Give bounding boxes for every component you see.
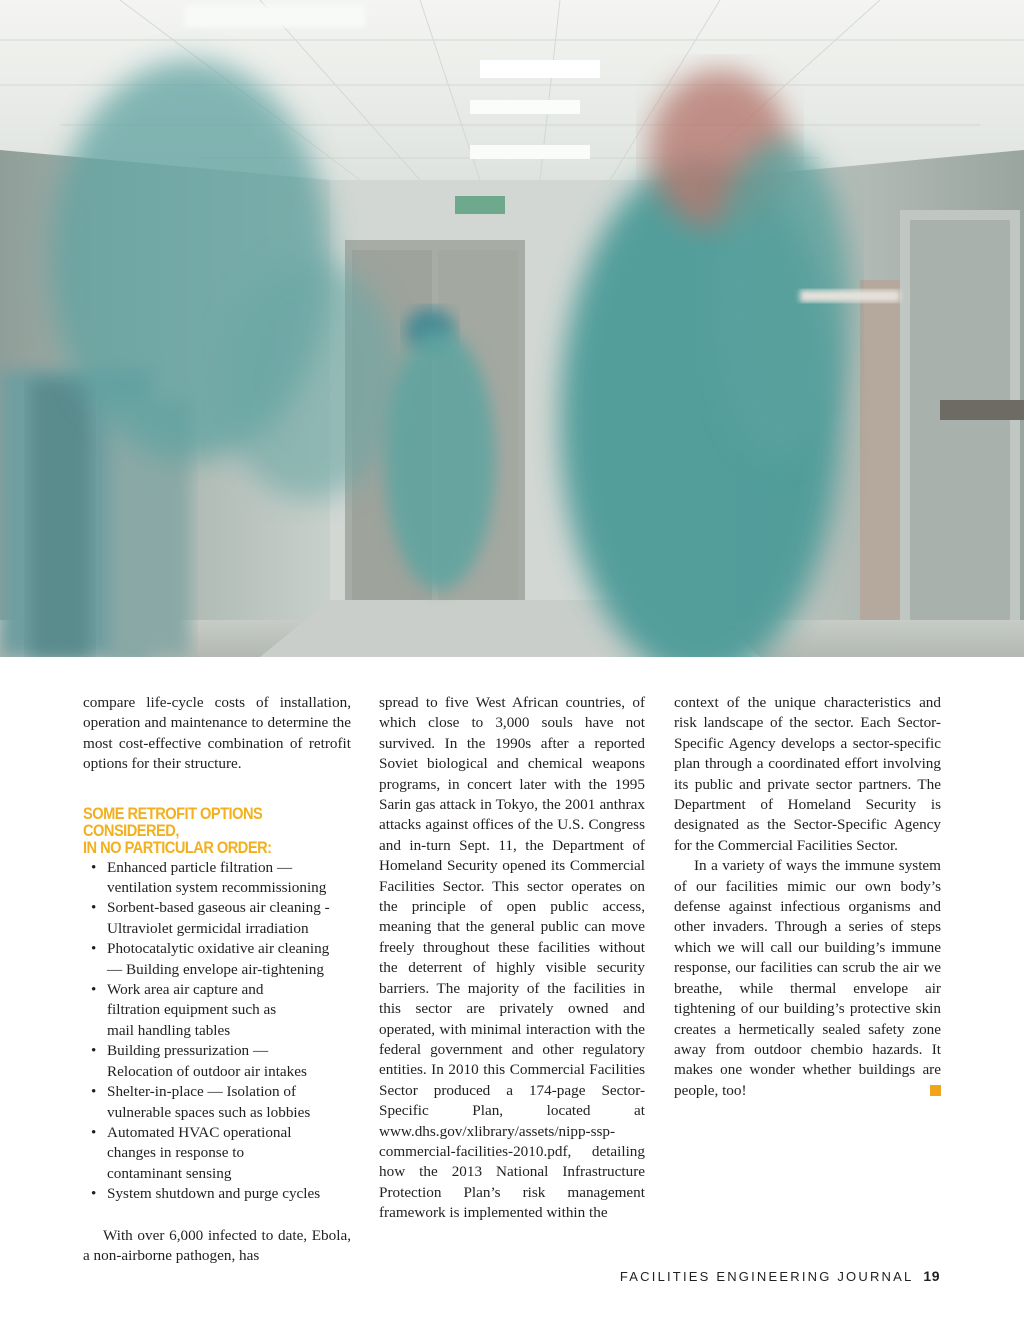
column1-paragraph-1: compare life-cycle costs of installation, operation and maintenance to determine the most cost-effective combination of retrofit options for their structure.: [83, 694, 351, 773]
bullet-icon: •: [91, 1042, 97, 1060]
retrofit-option-line: ventilation system recommissioning: [107, 879, 327, 897]
retrofit-option-line: vulnerable spaces such as lobbies: [107, 1103, 311, 1121]
retrofit-option-line: mail handling tables: [107, 1021, 231, 1039]
retrofit-option-line: Work area air capture and: [107, 981, 264, 999]
retrofit-option-line: System shutdown and purge cycles: [107, 1185, 321, 1203]
retrofit-option-item: [83, 939, 351, 980]
bullet-icon: •: [91, 899, 97, 917]
retrofit-option-line: Shelter-in-place — Isolation of: [107, 1083, 297, 1101]
end-of-article-icon: [930, 1085, 941, 1096]
retrofit-option-line: Automated HVAC operational: [107, 1123, 292, 1141]
retrofit-option-line: contaminant sensing: [107, 1164, 232, 1182]
retrofit-option-item: [83, 898, 351, 939]
retrofit-option-item: [83, 858, 351, 899]
column-2: [379, 693, 645, 1224]
hero-photo: [0, 0, 1024, 657]
retrofit-option-line: Enhanced particle filtration —: [107, 858, 293, 876]
bullet-icon: •: [91, 940, 97, 958]
section-heading-line-1: SOME RETROFIT OPTIONS CONSIDERED,: [83, 803, 263, 840]
retrofit-option-item: [83, 1184, 351, 1204]
retrofit-option-line: Building pressurization —: [107, 1042, 269, 1060]
bullet-icon: •: [91, 1083, 97, 1101]
publication-name: FACILITIES ENGINEERING JOURNAL: [619, 1269, 914, 1284]
bullet-icon: •: [91, 1123, 97, 1141]
retrofit-option-line: — Building envelope air-tightening: [107, 960, 324, 978]
page-number: 19: [923, 1268, 940, 1284]
column1-paragraph-2: With over 6,000 infected to date, Ebola, a non-airborne pathogen, has: [83, 1226, 351, 1264]
column3-paragraph-2: [674, 856, 941, 1101]
retrofit-option-item: [83, 1123, 351, 1184]
retrofit-option-line: filtration equipment such as: [107, 1001, 277, 1019]
column3-paragraph-1: context of the unique characteristics and risk landscape of the sector. Each Sector-Specific Agency develops a sector-specific plan through a coordinated effort involving its public and private sector partners. The Department of Homeland Security is designated as the Sector-Specific Agency for the Commercial Facilities Sector.: [674, 694, 941, 854]
hospital-corridor-photo: [0, 0, 1024, 657]
column3-paragraph-2-text: In a variety of ways the immune system of our facilities mimic our own body’s defense against infectious organisms and other invaders. Through a series of steps which we will call our building’s immune response, our facilities can scrub the air we breathe, while thermal envelope air tightening of our building’s protective skin creates a hermetically sealed safety zone away from outdoor chembio hazards. It makes one wonder whether buildings are people, too!: [674, 857, 941, 1099]
retrofit-option-line: Relocation of outdoor air intakes: [107, 1062, 307, 1080]
column-1: [83, 693, 351, 1266]
bullet-icon: •: [91, 1185, 97, 1203]
retrofit-option-item: [83, 1041, 351, 1082]
retrofit-option-item: [83, 1082, 351, 1123]
column2-paragraph-1: spread to five West African countries, of which close to 3,000 souls have not survived. In the 1990s after a reported Soviet biological and chemical weapons programs, in concert later with the 1995 Sarin gas attack in Tokyo, the 2001 anthrax attacks against offices of the U.S. Congress and in-turn Sept. 11, the Department of Homeland Security opened its Commercial Facilities Sector. This sector operates on the principle of open public access, meaning that the general public can move freely throughout these facilities without the deterrent of highly visible security barriers. The majority of the facilities in this sector are privately owned and operated, with minimal interaction with the federal government and other regulatory entities. In 2010 this Commercial Facilities Sector produced a 174-page Sector-Specific Plan, located at www.dhs.gov/xlibrary/assets/nipp-ssp-commercial-facilities-2010.pdf, detailing how the 2013 National Infrastructure Protection Plan’s risk management framework is implemented within the: [379, 694, 645, 1222]
retrofit-option-line: Photocatalytic oxidative air cleaning: [107, 940, 330, 958]
section-heading: [83, 805, 358, 856]
retrofit-option-line: changes in response to: [107, 1144, 245, 1162]
column-3: [674, 693, 941, 1101]
page-footer: [620, 1268, 940, 1284]
retrofit-option-line: Ultraviolet germicidal irradiation: [107, 919, 309, 937]
retrofit-options-list: [83, 858, 351, 1205]
section-heading-line-2: IN NO PARTICULAR ORDER:: [83, 837, 272, 857]
bullet-icon: •: [91, 858, 97, 876]
retrofit-option-item: [83, 980, 351, 1041]
bullet-icon: •: [91, 981, 97, 999]
retrofit-option-line: Sorbent-based gaseous air cleaning -: [107, 899, 330, 917]
